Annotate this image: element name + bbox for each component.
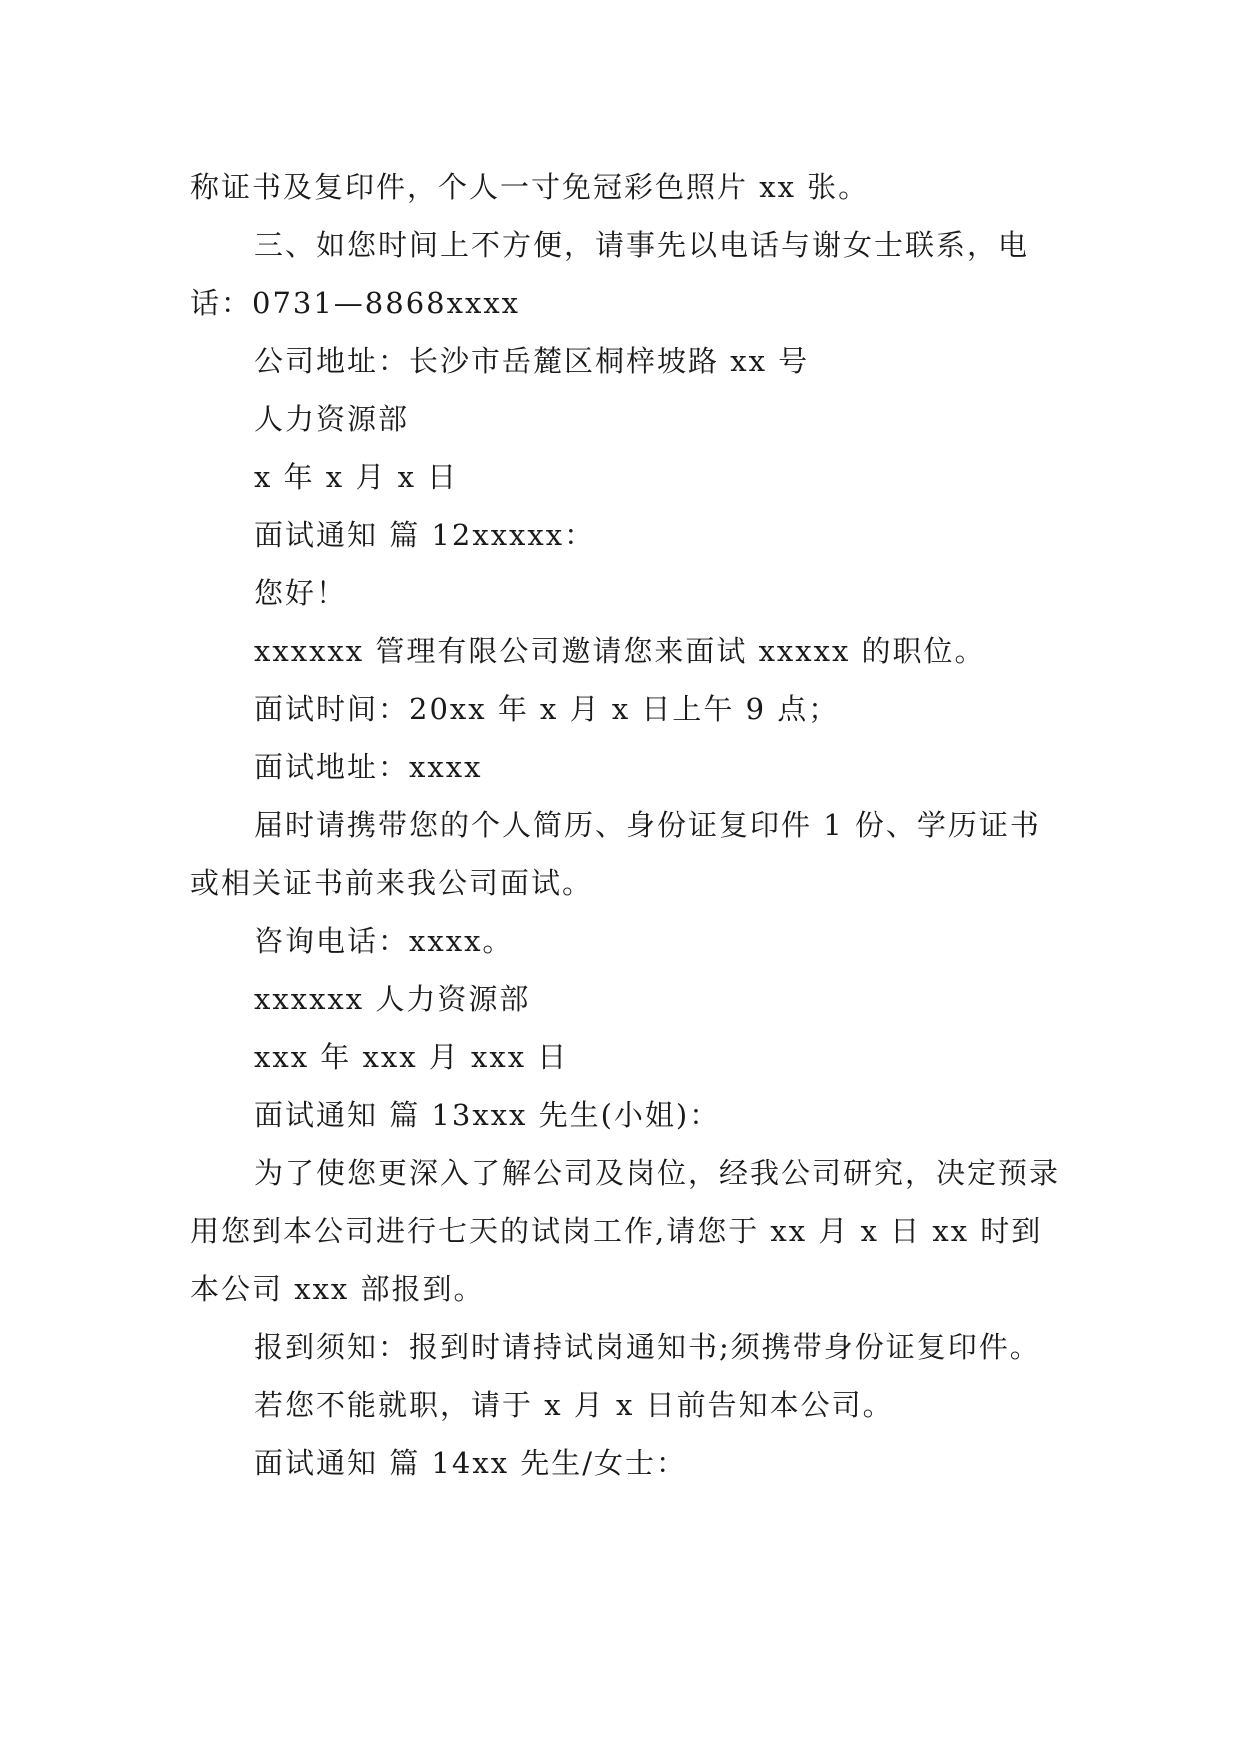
date-line: xxx 年 xxx 月 xxx 日 [254,1040,569,1074]
document-body [190,158,1060,1492]
section-heading: 面试通知 篇 13xxx 先生(小姐)： [254,1098,721,1132]
paragraph: 报到须知：报到时请持试岗通知书;须携带身份证复印件。 [254,1330,1041,1364]
paragraph: 三、如您时间上不方便，请事先以电话与谢女士联系，电话：0731—8868xxxx [190,228,1030,320]
interview-time: 面试时间：20xx 年 x 月 x 日上午 9 点； [254,692,840,726]
greeting: 您好！ [254,576,348,610]
paragraph: 若您不能就职，请于 x 月 x 日前告知本公司。 [254,1388,894,1422]
date-line: x 年 x 月 x 日 [254,460,459,494]
department-signature: 人力资源部 [254,402,410,436]
paragraph: 为了使您更深入了解公司及岗位，经我公司研究，决定预录用您到本公司进行七天的试岗工作,请您于 xx 月 x 日 xx 时到本公司 xxx 部报到。 [190,1156,1061,1306]
company-address: 公司地址：长沙市岳麓区桐梓坡路 xx 号 [254,344,810,378]
section-heading: 面试通知 篇 12xxxxx： [254,518,596,552]
interview-address: 面试地址：xxxx [254,750,483,784]
paragraph: 届时请携带您的个人简历、身份证复印件 1 份、学历证书或相关证书前来我公司面试。 [190,808,1041,900]
paragraph: xxxxxx 管理有限公司邀请您来面试 xxxxx 的职位。 [254,634,986,668]
section-heading: 面试通知 篇 14xx 先生/女士： [254,1446,688,1480]
consult-phone: 咨询电话：xxxx。 [254,924,514,958]
department-signature: xxxxxx 人力资源部 [254,982,531,1016]
paragraph: 称证书及复印件，个人一寸免冠彩色照片 xx 张。 [190,170,870,204]
